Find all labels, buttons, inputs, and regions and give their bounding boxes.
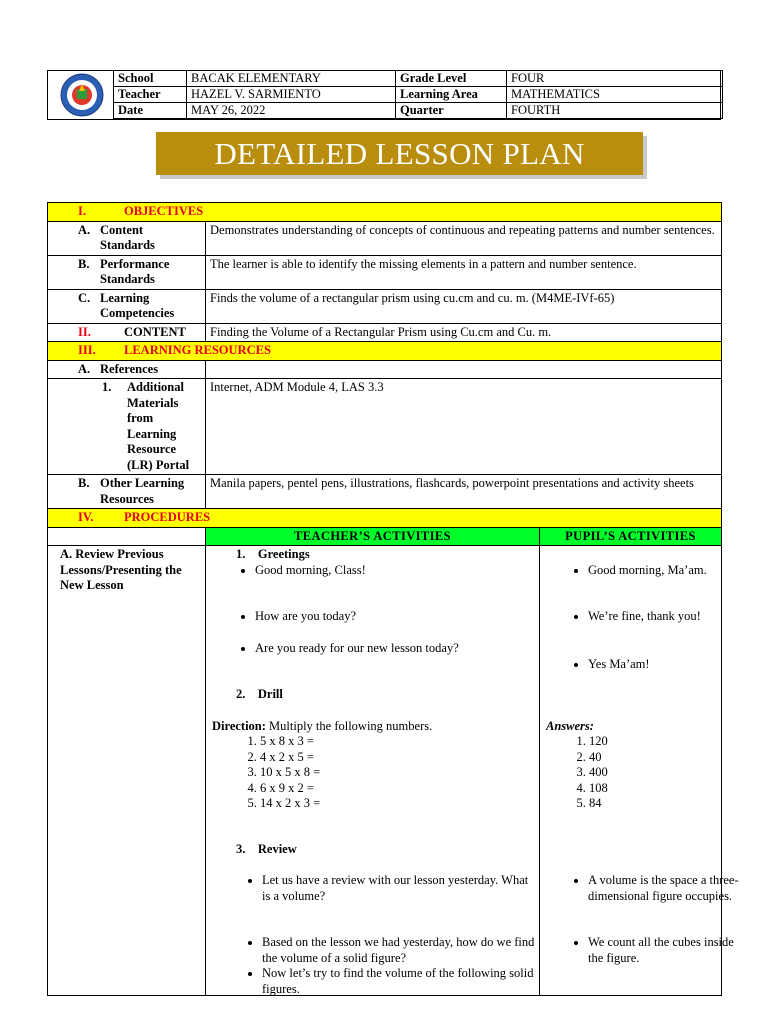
references-label: References [100,361,159,376]
date-label: Date [114,103,187,119]
answer-item: 3. 400 [589,765,739,781]
additional-materials-label: Additional Materials from Learning Resource (LR) Portal [127,380,190,472]
direction-line [212,719,432,735]
drill-title: 2. Drill [236,687,283,701]
reply-list [544,657,748,673]
review-list [210,935,537,997]
school-seal-icon [50,72,110,118]
content-standards-value: Demonstrates understanding of concepts of continuous and repeating patterns and number sentences. [206,221,722,255]
content-standards-row [48,221,722,255]
drill-item: 1. 5 x 8 x 3 = [260,734,560,750]
objectives-row [48,203,722,222]
review-title: 3. Review [236,842,297,856]
grade-value: FOUR [507,71,723,87]
school-label: School [114,71,187,87]
drill-item: 2. 4 x 2 x 5 = [260,750,560,766]
section-num: II. [78,324,91,339]
review-lesson-row [48,546,722,996]
other-resources-row [48,475,722,509]
additional-materials-row [48,379,722,475]
drill-item: 3. 10 x 5 x 8 = [260,765,560,781]
item-letter: A. [78,222,91,237]
review-item: • Now let’s try to find the volume of the following solid figures. [262,966,537,997]
teacher-value: HAZEL V. SARMIENTO [187,87,396,103]
greeting-item: • Are you ready for our new lesson today? [255,641,575,657]
review-item: • Let us have a review with our lesson yesterday. What is a volume? [262,873,532,904]
greeting-item: • Good morning, Class! [255,563,575,579]
teacher-activities [210,547,535,994]
reply-list [544,563,748,579]
drill-item: 5. 14 x 2 x 3 = [260,796,560,812]
answer-item: 4. 108 [589,781,739,797]
content-standards-label: Content Standards [100,222,155,252]
competencies-label: Learning Competencies [100,290,175,320]
objectives-heading: OBJECTIVES [124,204,204,218]
drill-item: 4. 6 x 9 x 2 = [260,781,560,797]
area-label: Learning Area [396,87,507,103]
greetings-title: 1. Greetings [236,547,310,561]
review-list [210,873,532,904]
content-value: Finding the Volume of a Rectangular Prism using Cu.cm and Cu. m. [206,323,722,342]
direction-text: Multiply the following numbers. [269,719,433,733]
content-row [48,323,722,342]
procedures-heading: PROCEDURES [124,510,211,524]
review-item: • Based on the lesson we had yesterday, how do we find the volume of a solid figure? [262,935,537,966]
performance-standards-value: The learner is able to identify the missing elements in a pattern and number sentence. [206,255,722,289]
competencies-row [48,289,722,323]
section-num: I. [78,204,86,218]
greeting-item: • How are you today? [255,609,575,625]
other-resources-value: Manila papers, pentel pens, illustrations, flashcards, powerpoint presentations and activity sheets [206,475,722,509]
review-reply-item: • A volume is the space a three-dimensional figure occupies. [588,873,758,904]
content-label: CONTENT [124,324,186,339]
drill-title-text: Drill [257,687,283,701]
grade-label: Grade Level [396,71,507,87]
reply-item: • Good morning, Ma’am. [588,563,748,579]
section-num: III. [78,343,96,357]
page-title: DETAILED LESSON PLAN [156,132,643,175]
item-letter: B. [78,256,90,271]
step-label: A. Review Previous Lessons/Presenting the New Lesson [60,547,182,592]
lesson-plan-table [47,202,739,996]
item-letter: B. [78,476,90,490]
review-reply-item: • We count all the cubes inside the figure. [588,935,748,966]
greetings-list [210,609,575,625]
school-value: BACAK ELEMENTARY [187,71,396,87]
greetings-list [210,641,575,657]
resources-heading: LEARNING RESOURCES [124,343,271,357]
answers-list [544,734,739,812]
reply-item: • Yes Ma’am! [588,657,748,673]
review-reply-list [544,873,758,904]
resources-row [48,342,722,361]
greetings-list [210,563,575,579]
additional-materials-value: Internet, ADM Module 4, LAS 3.3 [206,379,722,475]
other-resources-label: Other Learning Resources [100,476,185,506]
item-number: 1. [102,380,112,394]
drill-list [210,734,560,812]
activity-header-row [48,527,722,546]
performance-standards-label: Performance Standards [100,256,170,286]
answer-item: 2. 40 [589,750,739,766]
answer-item: 5. 84 [589,796,739,812]
quarter-value: FOURTH [507,103,723,119]
review-title-text: Review [257,842,297,856]
references-value [206,360,722,379]
direction-label: Direction: [212,719,266,733]
answer-item: 1. 120 [589,734,739,750]
greetings-title-text: Greetings [257,547,310,561]
area-value: MATHEMATICS [507,87,723,103]
item-letter: A. [78,361,91,376]
review-reply-list [544,935,748,966]
teacher-label: Teacher [114,87,187,103]
reply-list [544,609,748,625]
performance-standards-row [48,255,722,289]
competencies-value: Finds the volume of a rectangular prism using cu.cm and cu. m. (M4ME-IVf-65) [206,289,722,323]
pupil-activities [544,547,739,994]
teacher-activities-header: TEACHER’S ACTIVITIES [206,527,540,546]
item-letter: C. [78,290,91,305]
quarter-label: Quarter [396,103,507,119]
procedures-row [48,509,722,528]
section-num: IV. [78,510,94,524]
answers-label: Answers: [546,719,594,733]
references-row [48,360,722,379]
pupil-activities-header: PUPIL’S ACTIVITIES [540,527,722,546]
date-value: MAY 26, 2022 [187,103,396,119]
school-info-table [113,70,723,119]
reply-item: • We’re fine, thank you! [588,609,748,625]
